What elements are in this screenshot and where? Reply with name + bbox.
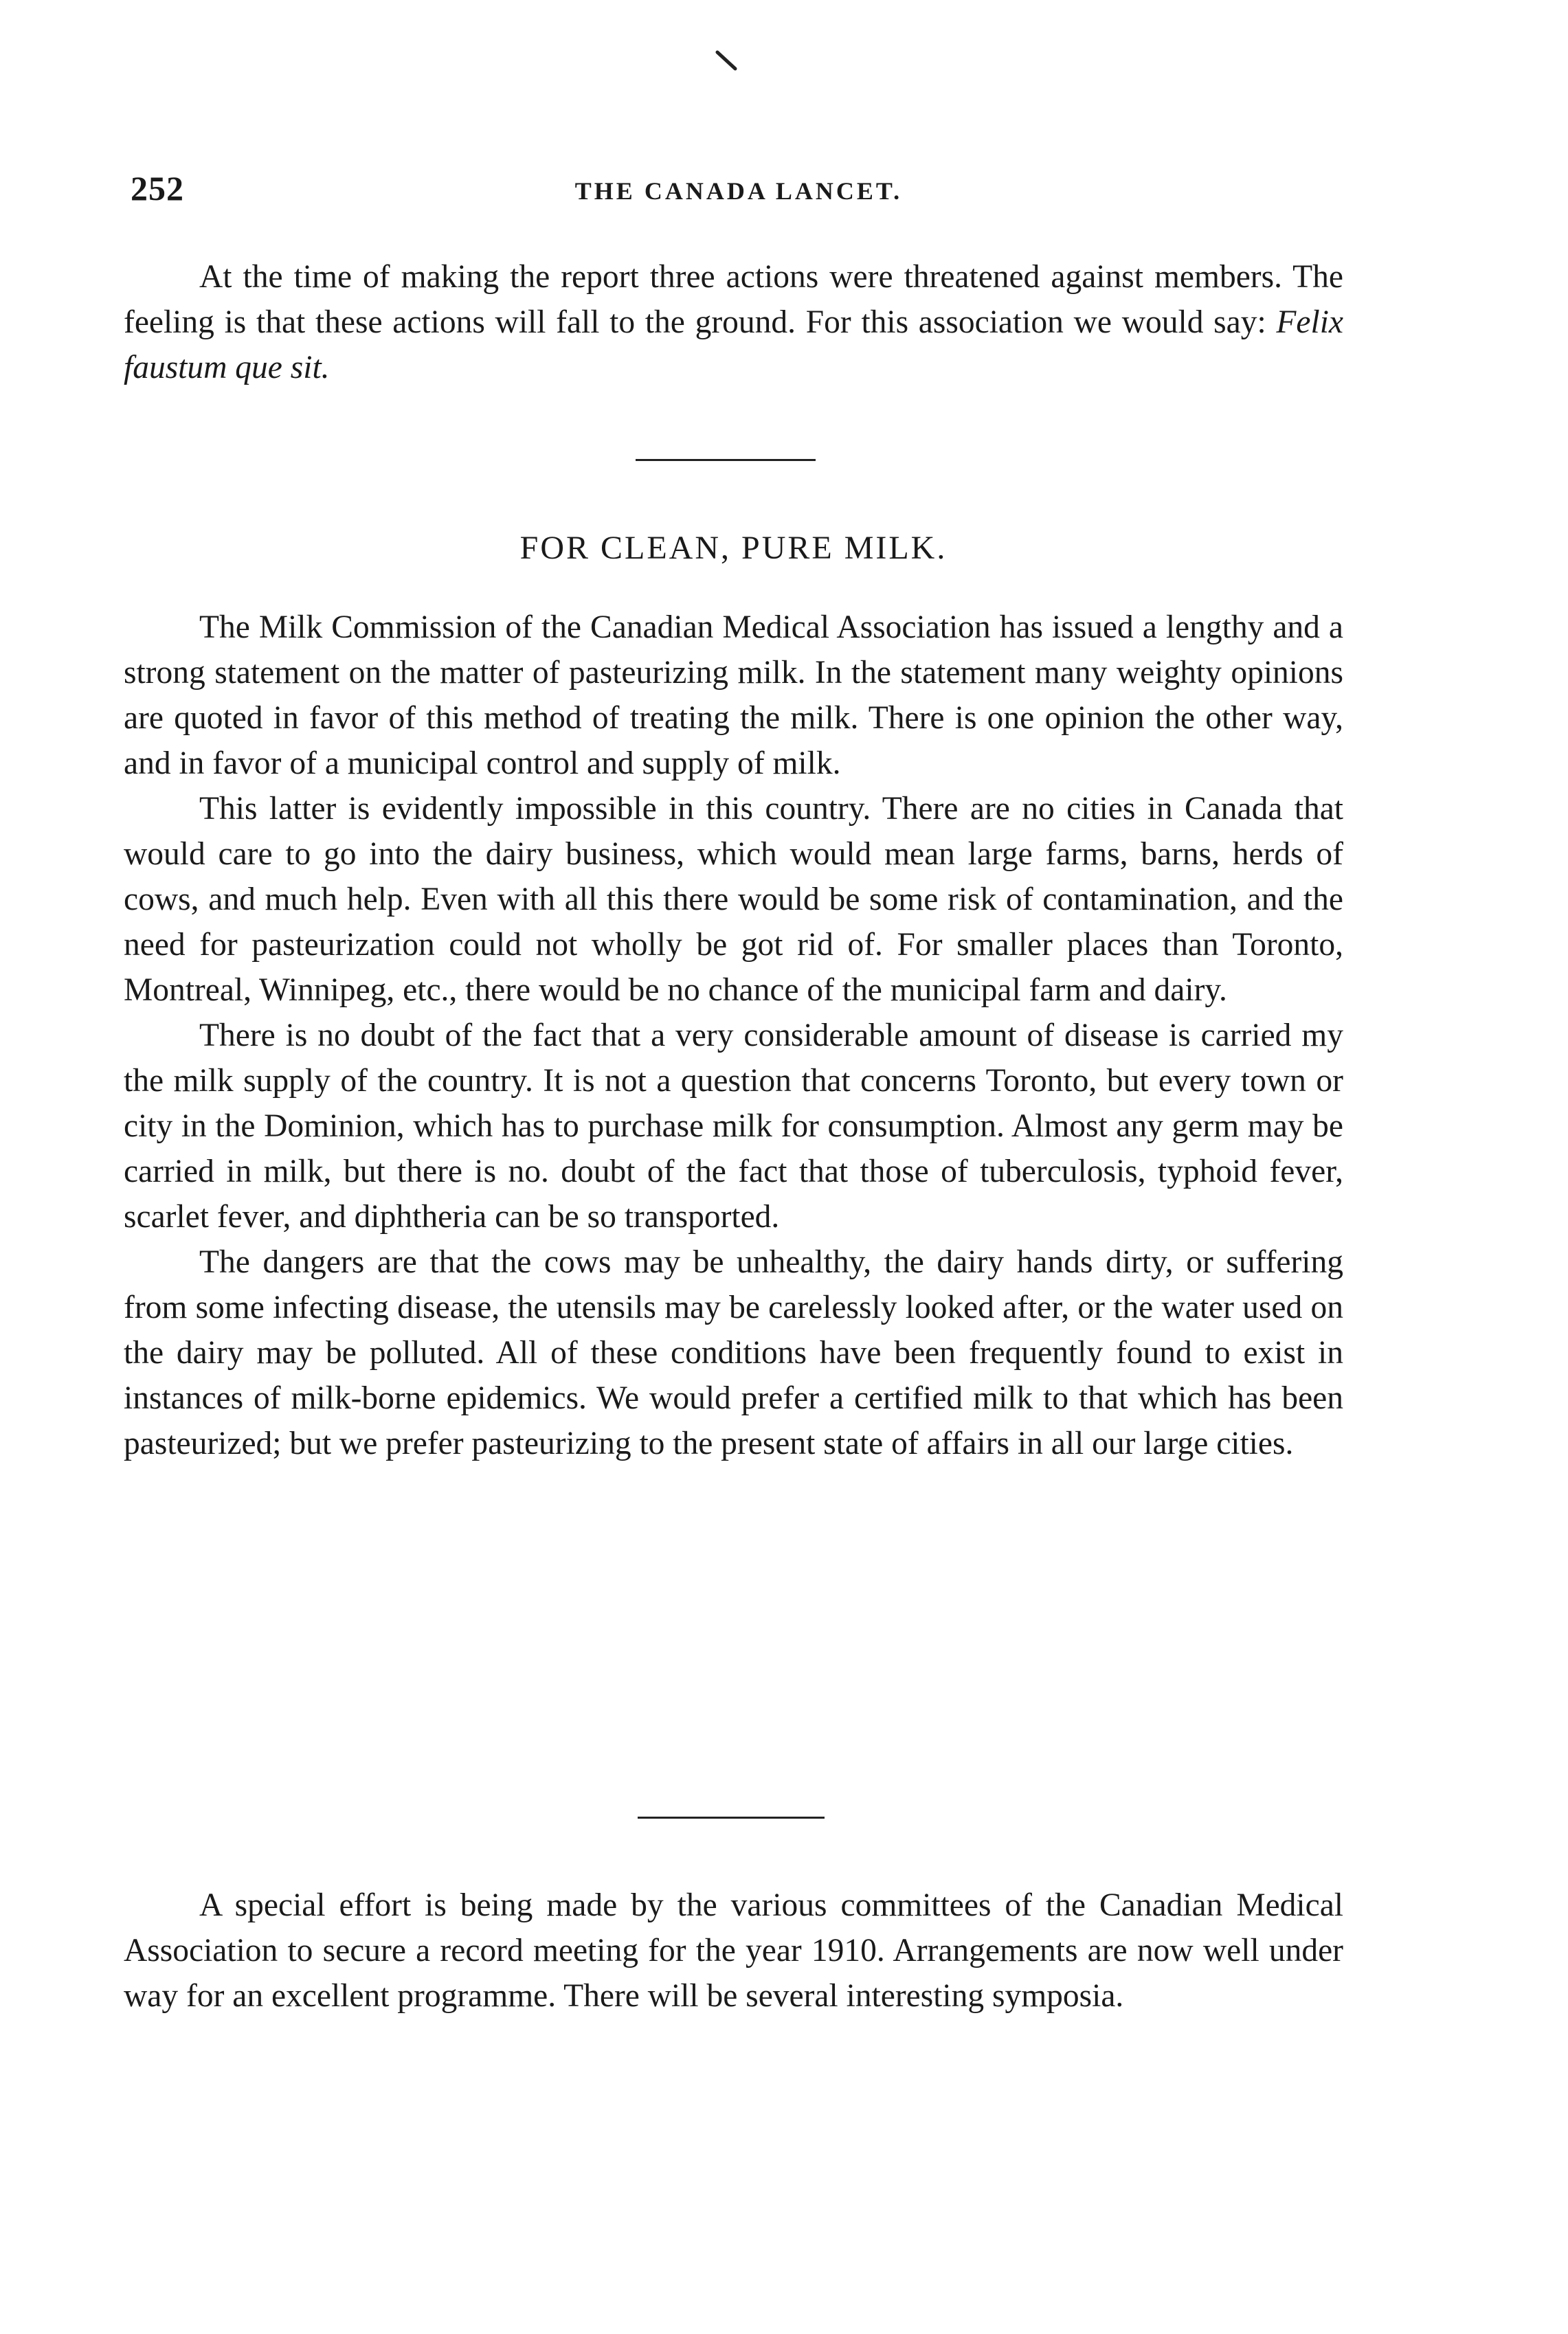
- intro-paragraph-block: [124, 254, 1343, 390]
- page-header: [131, 168, 1347, 216]
- body-paragraph: This latter is evidently impossible in this country. There are no cities in Canada that would care to go into the dairy business, which would mean large farms, barns, herds of cows, and much help. Even with all this there would be some risk of contamination, and the need for pasteurization could not wholly be got rid of. For smaller places than Toronto, Montreal, Winnipeg, etc., there would be no chance of the municipal farm and dairy.: [124, 791, 1343, 1008]
- intro-motto: Felix faustum que sit.: [124, 304, 1343, 385]
- body-paragraph: There is no doubt of the fact that a very considerable amount of disease is carried my the milk supply of the country. It is not a question that concerns Toronto, but every town or city in the Dominion, which has to purchase milk for consumption. Almost any germ may be carried in milk, but there is no. doubt of the fact that those of tuberculosis, typhoid fever, scarlet fever, and diphtheria can be so transported.: [124, 1018, 1343, 1235]
- section-divider: [638, 1817, 825, 1819]
- intro-paragraph: [124, 254, 1343, 390]
- closing-note-block: [124, 1883, 1343, 2019]
- closing-note: A special effort is being made by the various committees of the Canadian Medical Association to secure a record meeting for the year 1910. Arrangements are now well under way for an excellent programme. There will be several interesting symposia.: [124, 1887, 1343, 2014]
- body-paragraph: The dangers are that the cows may be unhealthy, the dairy hands dirty, or suffering from some infecting disease, the utensils may be carelessly looked after, or the water used on the dairy may be polluted. All of these conditions have been frequently found to exist in instances of milk-borne epidemics. We would prefer a certified milk to that which has been pasteurized; but we prefer pasteurizing to the present state of affairs in all our large cities.: [124, 1244, 1343, 1461]
- body-paragraph: The Milk Commission of the Canadian Medical Association has issued a lengthy and a strong statement on the matter of pasteurizing milk. In the statement many weighty opinions are quoted in favor of this method of treating the milk. There is one opinion the other way, and in favor of a municipal control and supply of milk.: [124, 609, 1343, 781]
- running-head: THE CANADA LANCET.: [574, 177, 903, 205]
- section-divider: [636, 459, 816, 461]
- section-body: [124, 605, 1343, 1466]
- intro-text: At the time of making the report three actions were threatened against members. The feeling is that these actions will fall to the ground. For this association we would say:: [124, 259, 1343, 340]
- stray-ink-mark: [715, 48, 742, 76]
- page-number: 252: [131, 169, 184, 207]
- section-title: FOR CLEAN, PURE MILK.: [519, 530, 948, 566]
